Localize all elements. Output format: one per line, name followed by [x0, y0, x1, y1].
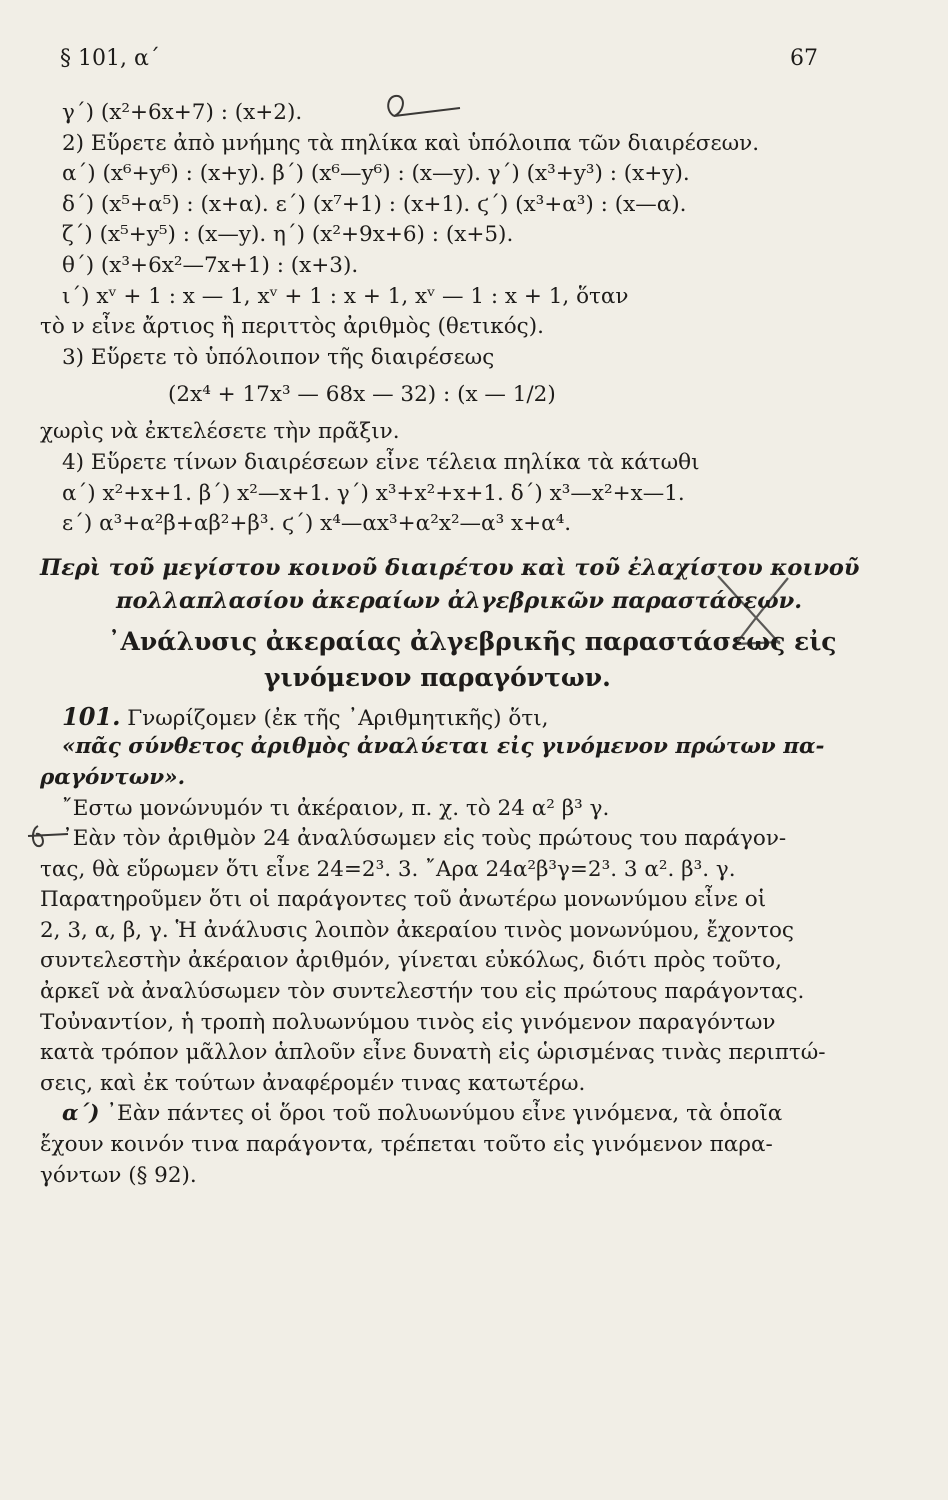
exercise-line: 2) Εὕρετε ἀπὸ μνήμης τὰ πηλίκα καὶ ὑπόλοιπα τῶν διαιρέσεων. — [62, 130, 760, 156]
section-title: γινόμενον παραγόντων. — [264, 662, 611, 692]
quote-line: ραγόντων». — [40, 764, 186, 790]
paragraph-line: ἔχουν κοινόν τινα παράγοντα, τρέπεται τοῦτο εἰς γινόμενον παρα- — [40, 1132, 773, 1158]
exercise-line: ε΄) α³+α²β+αβ²+β³. ϛ΄) x⁴—αx³+α²x²—α³ x+α⁴. — [62, 511, 572, 537]
paragraph-line: ᾿Εὰν τὸν ἀριθμὸν 24 ἀναλύσωμεν εἰς τοὺς πρώτους του παράγον- — [62, 826, 787, 852]
division-expression: (2x⁴ + 17x³ — 68x — 32) : (x — 1/2) — [168, 382, 556, 408]
paragraph-line: τας, θὰ εὕρωμεν ὅτι εἶνε 24=2³. 3. ῎Αρα 24α²β³γ=2³. 3 α². β³. γ. — [40, 856, 736, 882]
exercise-line: τὸ ν εἶνε ἄρτιος ἢ περιττὸς ἀριθμὸς (θετικός). — [40, 314, 544, 340]
paragraph-line — [40, 702, 840, 733]
exercise-line: 3) Εὕρετε τὸ ὑπόλοιπον τῆς διαιρέσεως — [62, 344, 495, 370]
chapter-heading: Περὶ τοῦ μεγίστου κοινοῦ διαιρέτου καὶ τοῦ ἐλαχίστου κοινοῦ — [40, 554, 860, 581]
chapter-heading: πολλαπλασίου ἀκεραίων ἀλγεβρικῶν παραστάσεων. — [116, 587, 803, 614]
page-header — [60, 46, 818, 82]
paragraph-line: συντελεστὴν ἀκέραιον ἀριθμόν, γίνεται εὐκόλως, διότι πρὸς τοῦτο, — [40, 948, 782, 974]
section-number: 101. — [62, 701, 121, 731]
paragraph-line: Παρατηροῦμεν ὅτι οἱ παράγοντες τοῦ ἀνωτέρω μονωνύμου εἶνε οἱ — [40, 887, 767, 913]
section-reference: § 101, α΄ — [60, 46, 160, 71]
exercise-line: 4) Εὕρετε τίνων διαιρέσεων εἶνε τέλεια πηλίκα τὰ κάτωθι — [62, 449, 700, 475]
page-number: 67 — [790, 46, 818, 71]
paragraph-text: Γνωρίζομεν (ἐκ τῆς ᾿Αριθμητικῆς) ὅτι, — [120, 705, 549, 731]
page-content — [40, 98, 860, 1191]
exercise-line: δ΄) (x⁵+α⁵) : (x+α). ε΄) (x⁷+1) : (x+1). ϛ΄) (x³+α³) : (x—α). — [62, 191, 687, 217]
exercise-line: γ΄) (x²+6x+7) : (x+2). — [62, 100, 303, 125]
spacer — [40, 540, 840, 552]
section-title: ᾿Ανάλυσις ἀκεραίας ἀλγεβρικῆς παραστάσεως εἰς — [108, 626, 837, 656]
paragraph-line — [40, 1099, 840, 1130]
paragraph-line: σεις, καὶ ἐκ τούτων ἀναφέρομέν τινας κατωτέρω. — [40, 1070, 586, 1096]
exercise-line: ζ΄) (x⁵+y⁵) : (x—y). η΄) (x²+9x+6) : (x+5). — [62, 222, 514, 248]
paragraph-text: ᾿Εὰν πάντες οἱ ὅροι τοῦ πολυωνύμου εἶνε γινόμενα, τὰ ὁποῖα — [99, 1101, 783, 1127]
exercise-line: α΄) x²+x+1. β΄) x²—x+1. γ΄) x³+x²+x+1. δ΄) x³—x²+x—1. — [62, 480, 685, 506]
paragraph-line: ῎Εστω μονώνυμόν τι ἀκέραιον, π. χ. τὸ 24 α² β³ γ. — [62, 795, 610, 821]
paragraph-line: γόντων (§ 92). — [40, 1162, 197, 1188]
quote-line: «πᾶς σύνθετος ἀριθμὸς ἀναλύεται εἰς γινόμενον πρώτων πα- — [62, 734, 825, 760]
paragraph-line: Τοὐναντίον, ἡ τροπὴ πολυωνύμου τινὸς εἰς γινόμενον παραγόντων — [40, 1009, 776, 1035]
paragraph-line: κατὰ τρόπον μᾶλλον ἁπλοῦν εἶνε δυνατὴ εἰς ὡρισμένας τινὰς περιπτώ- — [40, 1040, 826, 1066]
exercise-line: ι΄) xᵛ + 1 : x — 1, xᵛ + 1 : x + 1, xᵛ — 1 : x + 1, ὅταν — [62, 283, 629, 309]
paragraph-line: 2, 3, α, β, γ. Ἡ ἀνάλυσις λοιπὸν ἀκεραίου τινὸς μονωνύμου, ἔχοντος — [40, 917, 794, 943]
case-label: α΄) — [62, 1101, 100, 1127]
exercise-line: α΄) (x⁶+y⁶) : (x+y). β΄) (x⁶—y⁶) : (x—y). γ΄) (x³+y³) : (x+y). — [62, 161, 690, 187]
exercise-line: χωρὶς νὰ ἐκτελέσετε τὴν πρᾶξιν. — [40, 419, 400, 445]
exercise-line: θ΄) (x³+6x²—7x+1) : (x+3). — [62, 252, 359, 278]
paragraph-line: ἀρκεῖ νὰ ἀναλύσωμεν τὸν συντελεστήν του εἰς πρώτους παράγοντας. — [40, 979, 805, 1005]
